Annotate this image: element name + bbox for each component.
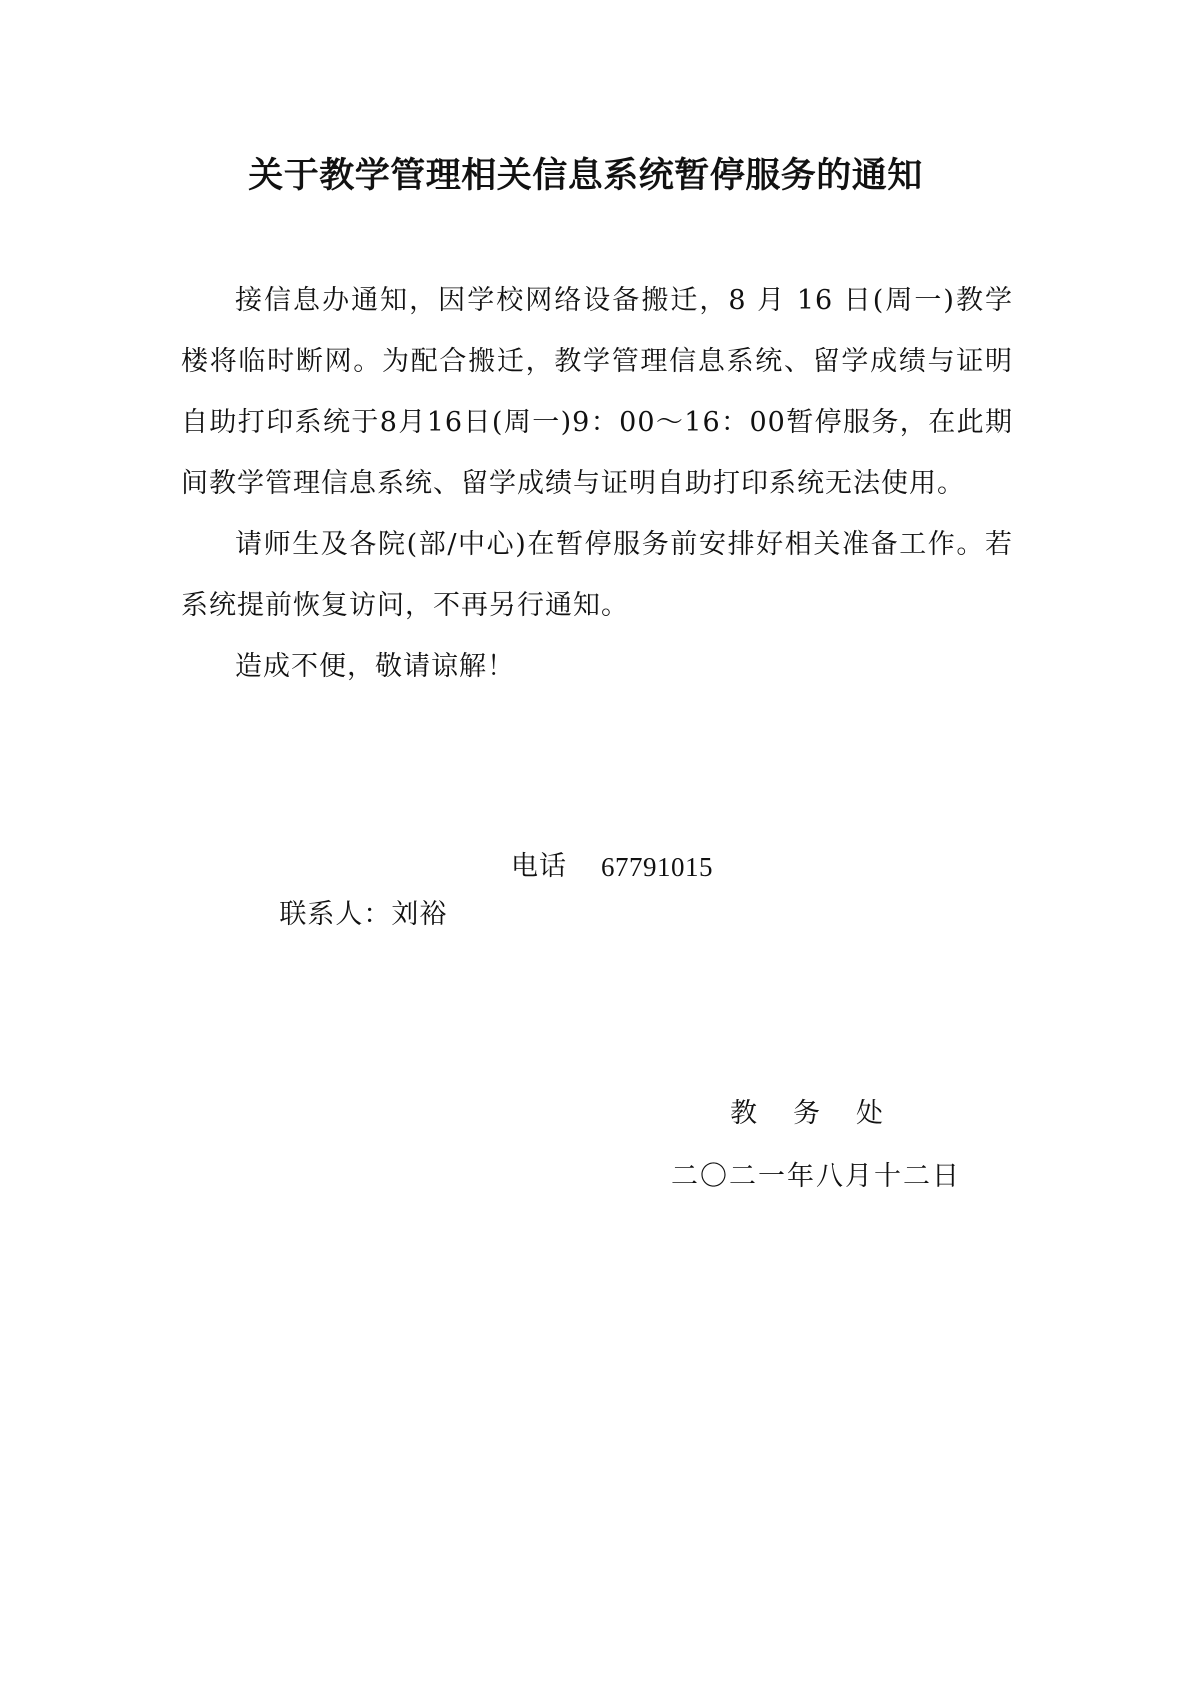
signature-date: 二〇二一年八月十二日 (671, 1161, 961, 1192)
contact-line (241, 843, 713, 1083)
notice-title: 关于教学管理相关信息系统暂停服务的通知 (248, 156, 923, 196)
contact-person: 联系人：刘裕 (279, 899, 448, 930)
phone-number: 67791015 (601, 852, 713, 882)
phone-label: 电话 (511, 851, 567, 882)
paragraph-apology: 造成不便，敬请谅解！ (235, 651, 515, 682)
paragraph-preparation: 请师生及各院(部/中心)在暂停服务前安排好相关准备工作。若系统提前恢复访问，不再另行通知。 (181, 529, 1013, 621)
notice-body (181, 270, 1013, 697)
paragraph-network-outage: 接信息办通知，因学校网络设备搬迁，8 月 16 日(周一)教学楼将临时断网。为配合搬迁，教学管理信息系统、留学成绩与证明自助打印系统于8月16日(周一)9：00～16：00暂停服务，在此期间教学管理信息系统、留学成绩与证明自助打印系统无法使用。 (181, 285, 1013, 499)
signature-department: 教务处 (730, 1098, 919, 1129)
